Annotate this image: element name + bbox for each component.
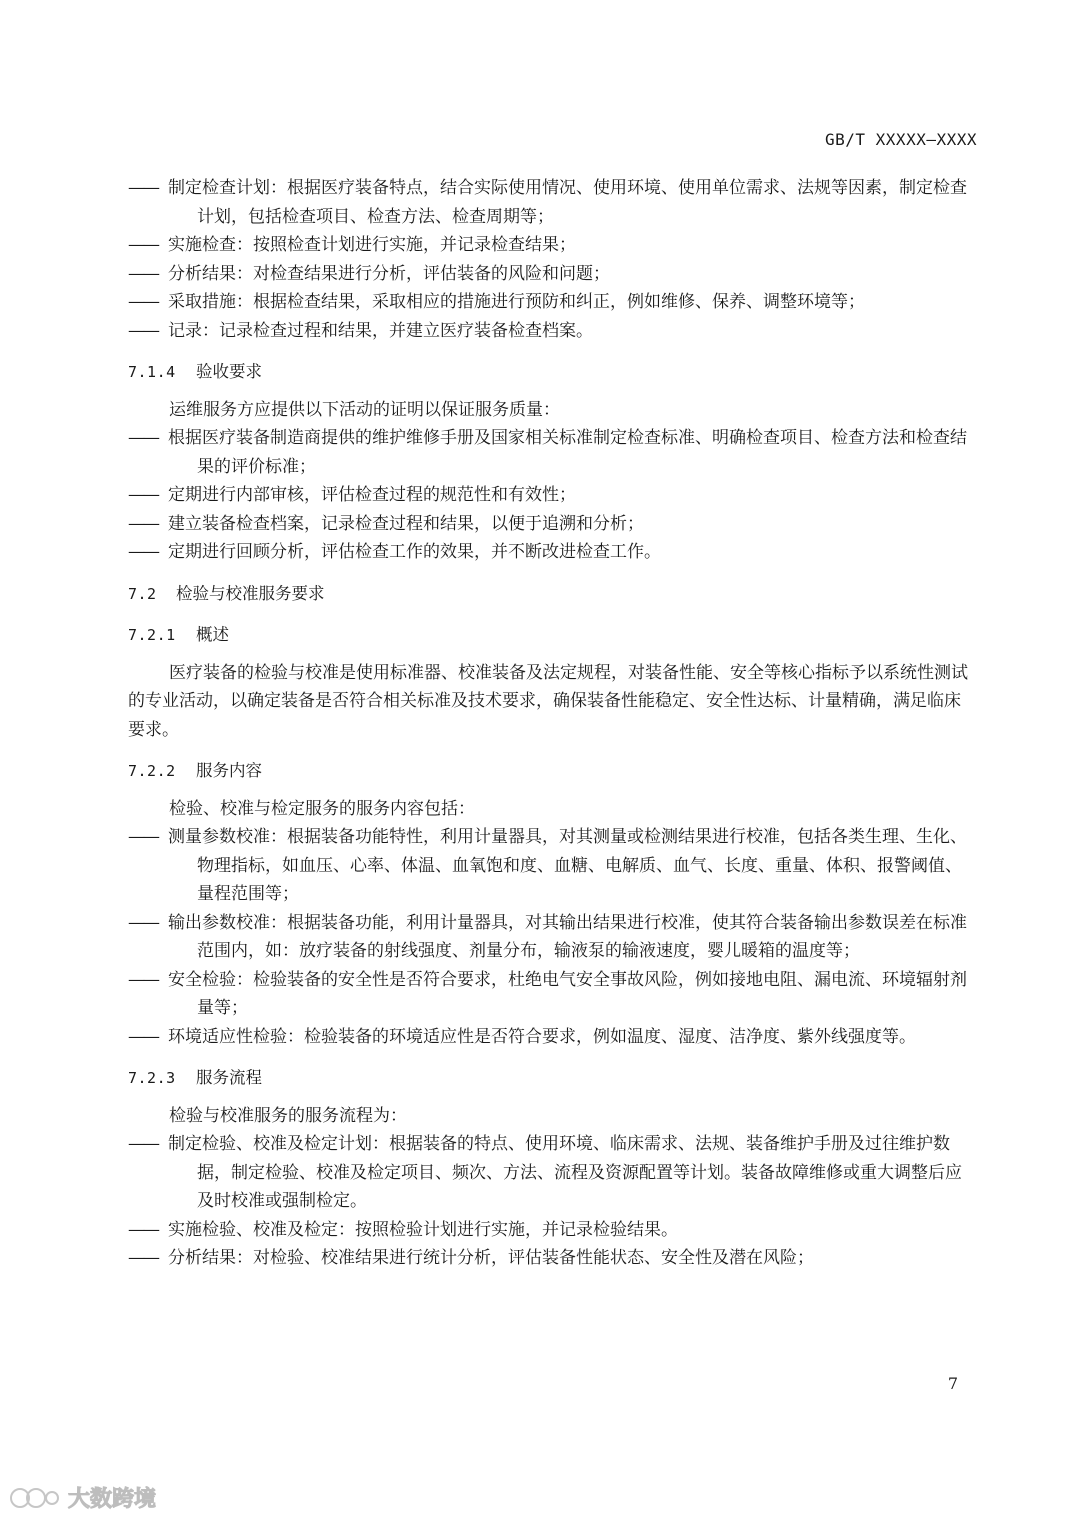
dash-marker: —— (128, 178, 158, 198)
page-number: 7 (947, 1374, 958, 1393)
list-item: —— 安全检验：检验装备的安全性是否符合要求，杜绝电气安全事故风险，例如接地电阻、漏电流、环境辐射剂量等； (128, 966, 973, 1023)
dash-marker: —— (128, 1219, 158, 1240)
list-item: —— 制定检查计划：根据医疗装备特点，结合实际使用情况、使用环境、使用单位需求、法规等因素，制定检查计划，包括检查项目、检查方法、检查周期等； (128, 174, 973, 231)
section-paragraph: 医疗装备的检验与校准是使用标准器、校准装备及法定规程，对装备性能、安全等核心指标予以系统性测试的专业活动，以确定装备是否符合相关标准及技术要求，确保装备性能稳定、安全性达标、计量精确，满足临床要求。 (128, 662, 968, 740)
dash-marker: —— (128, 1134, 158, 1154)
list-item: —— 记录：记录检查过程和结果，并建立医疗装备检查档案。 (128, 317, 973, 346)
page-content (128, 174, 973, 1273)
section-intro: 检验与校准服务的服务流程为： (169, 1105, 407, 1126)
list-item: —— 采取措施：根据检查结果，采取相应的措施进行预防和纠正，例如维修、保养、调整环境等； (128, 288, 973, 317)
section-heading-7-1-4: 7.1.4 验收要求 (128, 362, 262, 381)
list-item: —— 实施检查：按照检查计划进行实施，并记录检查结果； (128, 231, 973, 260)
list-item: —— 输出参数校准：根据装备功能，利用计量器具，对其输出结果进行校准，使其符合装备输出参数误差在标准范围内，如：放疗装备的射线强度、剂量分布，输液泵的输液速度，婴儿暖箱的温度等； (128, 909, 973, 966)
dash-marker: —— (128, 513, 158, 534)
watermark-logo-icon (8, 1486, 62, 1510)
watermark-text: 大数跨境 (68, 1487, 157, 1512)
list-item: —— 制定检验、校准及检定计划：根据装备的特点、使用环境、临床需求、法规、装备维护手册及过往维护数据，制定检验、校准及检定项目、频次、方法、流程及资源配置等计划。装备故障维修或重大调整后应及时校准或强制检定。 (128, 1130, 973, 1216)
dash-marker: —— (128, 969, 158, 990)
list-item: —— 建立装备检查档案，记录检查过程和结果，以便于追溯和分析； (128, 510, 973, 539)
list-item: —— 定期进行内部审核，评估检查过程的规范性和有效性； (128, 481, 973, 510)
dash-marker: —— (128, 485, 158, 505)
dash-marker: —— (128, 1026, 158, 1047)
section-intro: 运维服务方应提供以下活动的证明以保证服务质量： (169, 399, 560, 420)
dash-marker: —— (128, 320, 158, 341)
dash-marker: —— (128, 542, 158, 562)
watermark (8, 1482, 156, 1513)
section-heading-7-2: 7.2 检验与校准服务要求 (128, 583, 325, 603)
list-item: —— 定期进行回顾分析，评估检查工作的效果，并不断改进检查工作。 (128, 538, 973, 567)
dash-marker: —— (128, 428, 158, 448)
list-item: —— 测量参数校准：根据装备功能特性，利用计量器具，对其测量或检测结果进行校准，包括各类生理、生化、物理指标，如血压、心率、体温、血氧饱和度、血糖、电解质、血气、长度、重量、体积、报警阈值、量程范围等； (128, 823, 973, 909)
section-heading-7-2-2: 7.2.2 服务内容 (128, 761, 262, 780)
dash-marker: —— (128, 1248, 158, 1268)
list-item: —— 实施检验、校准及检定：按照检验计划进行实施，并记录检验结果。 (128, 1216, 973, 1245)
document-code: GB/T XXXXX—XXXX (825, 130, 977, 149)
dash-marker: —— (128, 292, 158, 312)
dash-marker: —— (128, 235, 158, 255)
section-intro: 检验、校准与检定服务的服务内容包括： (169, 798, 475, 819)
list-item: —— 分析结果：对检查结果进行分析，评估装备的风险和问题； (128, 260, 973, 289)
section-heading-7-2-3: 7.2.3 服务流程 (128, 1068, 262, 1087)
list-item: —— 分析结果：对检验、校准结果进行统计分析，评估装备性能状态、安全性及潜在风险； (128, 1244, 973, 1273)
dash-marker: —— (128, 827, 158, 847)
section-7-1-3-list (128, 174, 973, 345)
section-heading-7-2-1: 7.2.1 概述 (128, 625, 229, 644)
dash-marker: —— (128, 263, 158, 284)
list-item: —— 环境适应性检验：检验装备的环境适应性是否符合要求，例如温度、湿度、洁净度、紫外线强度等。 (128, 1023, 973, 1052)
list-item: —— 根据医疗装备制造商提供的维护维修手册及国家相关标准制定检查标准、明确检查项目、检查方法和检查结果的评价标准； (128, 424, 973, 481)
dash-marker: —— (128, 912, 158, 933)
